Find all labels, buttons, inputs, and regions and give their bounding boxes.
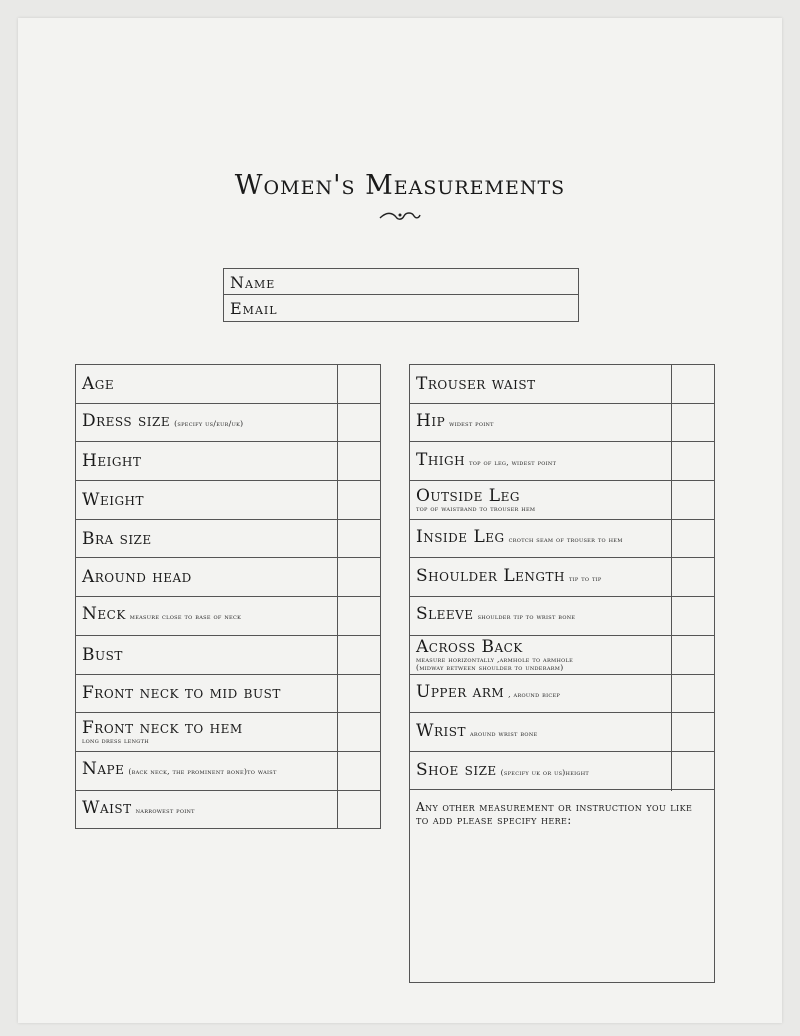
measurement-label-cell	[82, 597, 336, 635]
measurement-note: (specify uk or us)height	[500, 767, 590, 777]
measurement-label-cell	[82, 481, 336, 519]
measurement-value-field[interactable]	[337, 404, 380, 442]
measurement-label: Bust	[82, 644, 123, 665]
measurement-label-cell	[416, 558, 670, 596]
measurement-row	[410, 520, 714, 559]
measurement-value-field[interactable]	[337, 675, 380, 713]
measurement-label-cell	[82, 713, 336, 751]
measurement-value-field[interactable]	[671, 675, 714, 713]
name-label: Name	[230, 273, 276, 292]
measurement-label: Outside Leg	[416, 485, 520, 506]
measurement-row	[76, 365, 380, 404]
measurement-label: Around head	[82, 567, 192, 588]
measurement-row	[76, 752, 380, 791]
identity-box	[223, 268, 579, 322]
measurement-row	[76, 442, 380, 481]
measurement-value-field[interactable]	[671, 365, 714, 403]
measurement-label: Shoe size	[416, 759, 497, 780]
measurement-row	[410, 752, 714, 791]
measurement-label-cell	[82, 791, 336, 830]
measurement-label: Trouser waist	[416, 373, 536, 394]
measurement-label: Age	[82, 373, 115, 394]
measurement-row	[410, 636, 714, 675]
measurement-value-field[interactable]	[671, 713, 714, 751]
measurement-note: narrowest point	[135, 806, 195, 816]
measurement-label: Wrist	[416, 720, 466, 741]
measurement-label-cell	[82, 442, 336, 480]
measurement-row	[76, 558, 380, 597]
measurement-value-field[interactable]	[671, 442, 714, 480]
measurement-value-field[interactable]	[337, 481, 380, 519]
measurement-label-cell	[416, 597, 670, 635]
measurement-label: Neck	[82, 604, 126, 625]
measurement-note: , around bicep	[508, 689, 561, 699]
left-measurements-table	[75, 364, 381, 829]
measurement-row	[76, 675, 380, 714]
measurement-label-cell	[82, 558, 336, 596]
measurement-label-cell	[416, 675, 670, 713]
measurement-label: Bra size	[82, 528, 152, 549]
measurement-label: Front neck to hem	[82, 718, 243, 739]
measurement-label: Inside Leg	[416, 527, 505, 548]
measurement-label-cell	[416, 713, 670, 751]
measurement-subnote: measure horizontally ,armhole to armhole	[416, 654, 574, 664]
measurement-label: Sleeve	[416, 604, 474, 625]
other-instructions-label: Any other measurement or instruction you like to add please specify here:	[416, 800, 693, 827]
measurement-value-field[interactable]	[337, 365, 380, 403]
measurement-value-field[interactable]	[671, 636, 714, 674]
right-measurements-table	[409, 364, 715, 790]
measurement-label-cell	[82, 404, 336, 442]
measurement-label-cell	[82, 675, 336, 713]
measurement-value-field[interactable]	[671, 558, 714, 596]
measurement-label-cell	[416, 404, 670, 442]
measurement-row	[410, 481, 714, 520]
measurement-row	[410, 713, 714, 752]
measurement-label: Hip	[416, 411, 446, 432]
measurement-note: around wrist bone	[469, 728, 538, 738]
measurement-label-cell	[416, 365, 670, 403]
measurement-subnote: top of waistband to trouser hem	[416, 503, 536, 513]
measurement-value-field[interactable]	[337, 636, 380, 674]
page-title: Women's Measurements	[234, 170, 566, 201]
measurement-row	[76, 636, 380, 675]
measurement-label: Thigh	[416, 449, 466, 470]
measurement-value-field[interactable]	[671, 404, 714, 442]
measurement-value-field[interactable]	[337, 442, 380, 480]
measurement-label: Shoulder Length	[416, 565, 565, 586]
measurement-label-cell	[416, 481, 670, 519]
measurement-label: Nape	[82, 759, 125, 780]
measurement-label: Dress size	[82, 411, 171, 432]
measurement-label: Weight	[82, 489, 145, 510]
measurement-row	[410, 675, 714, 714]
measurement-note: shoulder tip to wrist bone	[477, 612, 576, 622]
measurement-label: Across Back	[416, 636, 523, 657]
email-field[interactable]	[224, 295, 578, 321]
measurement-note: top of leg, widest point	[469, 457, 557, 467]
measurement-value-field[interactable]	[337, 713, 380, 751]
measurement-row	[76, 791, 380, 830]
measurement-row	[76, 481, 380, 520]
measurement-note: crotch seam of trouser to hem	[508, 535, 623, 545]
measurement-label-cell	[82, 752, 336, 790]
measurement-row	[76, 520, 380, 559]
flourish-ornament-icon	[378, 210, 422, 222]
measurement-value-field[interactable]	[337, 597, 380, 635]
measurement-note: (back neck, the prominent bone)to waist	[128, 767, 277, 777]
measurement-value-field[interactable]	[337, 520, 380, 558]
measurement-label: Front neck to mid bust	[82, 683, 281, 704]
measurement-note: (specify us/eur/uk)	[174, 419, 244, 429]
measurement-label-cell	[416, 752, 670, 791]
measurement-value-field[interactable]	[337, 752, 380, 790]
measurement-row	[76, 713, 380, 752]
measurement-value-field[interactable]	[337, 558, 380, 596]
measurement-row	[76, 597, 380, 636]
name-field[interactable]	[224, 269, 578, 295]
measurement-row	[410, 558, 714, 597]
measurement-row	[410, 597, 714, 636]
measurement-label-cell	[82, 636, 336, 674]
measurement-row	[410, 365, 714, 404]
measurement-label-cell	[416, 520, 670, 558]
measurement-label-cell	[82, 520, 336, 558]
measurement-value-field[interactable]	[671, 597, 714, 635]
email-label: Email	[230, 299, 278, 318]
measurement-value-field[interactable]	[671, 520, 714, 558]
measurement-row	[410, 404, 714, 443]
measurement-label-cell	[416, 636, 670, 674]
measurement-label: Height	[82, 451, 142, 472]
measurement-label: Waist	[82, 798, 132, 819]
measurement-subnote: long dress length	[82, 736, 149, 746]
measurement-value-field[interactable]	[671, 481, 714, 519]
measurement-value-field[interactable]	[671, 752, 714, 791]
measurement-label: Upper arm	[416, 681, 505, 702]
measurement-subnote: (midway between shoulder to underarm)	[416, 662, 564, 672]
measurement-row	[76, 404, 380, 443]
other-instructions-box[interactable]	[409, 789, 715, 983]
measurement-note: tip to tip	[568, 573, 602, 583]
measurement-value-field[interactable]	[337, 791, 380, 830]
measurement-label-cell	[82, 365, 336, 403]
measurement-note: widest point	[449, 419, 494, 429]
measurement-note: measure close to base of neck	[129, 612, 242, 622]
measurement-row	[410, 442, 714, 481]
measurement-label-cell	[416, 442, 670, 480]
